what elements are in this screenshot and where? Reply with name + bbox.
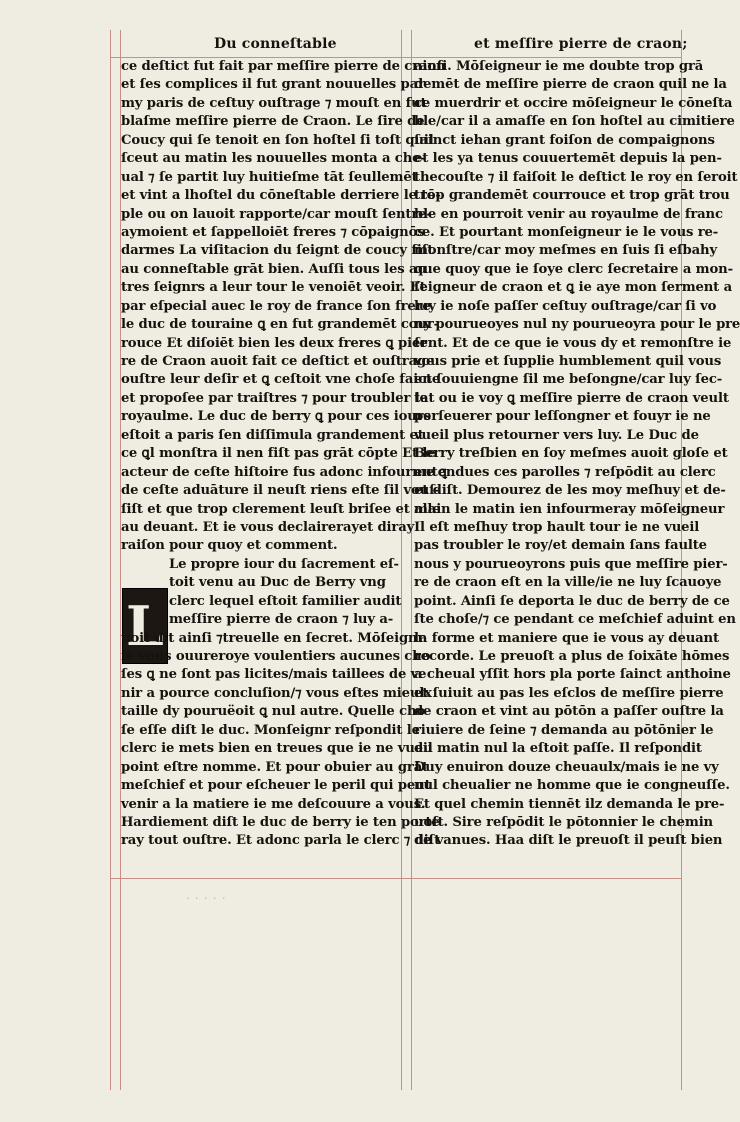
text-line: tres ſeignrs a leur tour le venoiēt veoir. Et <box>121 280 426 296</box>
text-line: ce muerdrir et occire mōſeigneur le cōneſta <box>414 95 733 111</box>
text-line: ſent. Et de ce que ie vous dy et remonſtre ie <box>414 335 732 351</box>
text-line: ſe eſſe diſt le duc. Monſeignr reſpondit le <box>121 722 420 738</box>
text-line: vueil plus retourner vers luy. Le Duc de <box>414 427 699 443</box>
text-line: ny pourueoyes nul ny pourueoyra pour le pre <box>414 317 740 333</box>
text-line: aymoient et ſappelloiēt freres ⁊ cōpaignōs <box>121 224 425 240</box>
text-line: acteur de ceſte hiſtoire fus adonc infourme ꝗ <box>121 464 447 480</box>
text-line: au deuant. Et ie vous declairerayet diray <box>121 519 415 535</box>
left-margin-rule <box>110 30 111 1090</box>
initial-letter: L <box>126 594 164 658</box>
left-column <box>121 58 447 851</box>
text-line: et vint a lhoſtel du cōneſtable derriere le tē‑ <box>121 188 441 204</box>
bleed-through-mark: · · · · · <box>186 892 227 905</box>
text-line: clerc ie mets bien en treues que ie ne vueil <box>121 741 433 757</box>
text-line: le duc de touraine ꝗ en fut grandemēt cour‑ <box>121 317 439 333</box>
text-line: ſceut au matin les nouuelles monta a che‑ <box>121 151 426 167</box>
text-line: de vanues. Haa diſt le preuoſt il peuſt bien <box>414 833 723 849</box>
text-line: ple ou on lauoit rapporte/car mouſt ſentre‑ <box>121 206 432 222</box>
text-line: et ſuiuit au pas les eſclos de meſſire pierre <box>414 685 724 701</box>
text-line: my paris de ceſtuy ouſtrage ⁊ mouſt en fut <box>121 95 427 111</box>
text-line: et propoſee par traiſtres ⁊ pour troubler le <box>121 390 428 406</box>
text-line: ainſi. Mōſeigneur ie me doubte trop grā <box>414 59 704 74</box>
text-line: Berry treſbien en ſoy meſmes auoit gloſe et <box>414 446 728 462</box>
text-line: de craon et vint au pōtōn a paſſer ouſtre la <box>414 704 724 720</box>
text-line: et les ya tenus couuertemēt depuis la pen‑ <box>414 151 722 167</box>
text-line: ray tout ouſtre. Et adonc parla le clerc ⁊ diſt <box>121 833 441 849</box>
text-line: taille dy pouruëoit ꝗ nul autre. Quelle cho <box>121 704 426 720</box>
text-line: monſtre/car moy meſmes en ſuis ſi eſbahy <box>414 243 717 259</box>
text-line: ble en pourroit venir au royaulme de franc <box>414 206 723 222</box>
text-line: ſeigneur de craon et ꝗ ie aye mon ſerment a <box>414 280 732 296</box>
text-line: trop grandemēt courrouce et trop grāt trou <box>414 188 730 204</box>
text-line: nir a pource concluſion/⁊ vous eſtes mieulx <box>121 685 432 701</box>
text-line: demēt de meſſire pierre de craon quil ne la <box>414 77 727 93</box>
text-line: a cheual yſſit hors pla porte ſainct anthoine <box>414 667 731 683</box>
text-line: la forme et maniere que ie vous ay deuant <box>414 630 719 646</box>
text-line: par eſpecial auec le roy de france ſon frere <box>121 298 431 314</box>
text-line: Duy enuiron douze cheuaulx/mais ie ne vy <box>414 759 719 775</box>
text-line: nous y pourueoyrons puis que meſſire pier‑ <box>414 556 728 572</box>
text-line: de ceſte aduāture il neuſt riens eſte ſil vouſ‑ <box>121 483 440 499</box>
text-line: et diſt. Demourez de les moy meſhuy et de‑ <box>414 483 726 499</box>
text-line: au conneſtable grāt bien. Auſſi tous les au <box>121 261 427 277</box>
text-line: Et quel chemin tiennēt ilz demanda le pre‑ <box>414 796 725 812</box>
text-line: ie vous ouureroye voulentiers aucunes cho <box>121 649 431 664</box>
text-line: venir a la matiere ie me deſcouure a vous. <box>121 796 426 812</box>
running-head-right: et meſſire pierre de craon; <box>474 36 688 52</box>
text-line: raiſon pour quoy et comment. <box>121 538 338 554</box>
text-line: main le matin ien infourmeray mōſeigneur <box>414 501 725 517</box>
text-line: ſte choſe/⁊ ce pendant ce meſchief aduint en <box>414 612 736 628</box>
text-line: ſiſt et que trop clerement leuſt briſee et alle <box>121 501 441 517</box>
text-line: royaulme. Le duc de berry ꝗ pour ces iours <box>121 409 431 425</box>
text-line: ce. Et pourtant monſeigneur ie le vous re‑ <box>414 224 719 240</box>
right-column <box>414 58 740 851</box>
text-line: Il eſt meſhuy trop hault tour ie ne vueil <box>414 519 700 535</box>
text-line: eſtoit a paris ſen diſſimula grandement et <box>121 427 424 443</box>
text-line: Le propre iour du ſacrement eſ‑ <box>169 556 399 572</box>
text-line: luy ie noſe paſſer ceſtuy ouſtrage/car ſi vo <box>414 298 717 314</box>
text-line: meſchief et pour eſcheuer le peril qui peut <box>121 778 431 794</box>
text-line: darmes La viſitacion du ſeignt de coucy fiſt <box>121 243 434 259</box>
text-line: blaſme meſſire pierre de Craon. Le ſire de <box>121 114 425 130</box>
text-line: uoit dit ainſi ⁊treuelle en ſecret. Mōſeignr <box>121 630 425 646</box>
text-line: meſſire pierre de craon ⁊ luy a‑ <box>169 612 394 628</box>
text-line: toit venu au Duc de Berry vng <box>169 575 386 591</box>
running-head-left: Du conneſtable <box>214 36 337 52</box>
text-line: recorde. Le preuoſt a plus de ſoixāte hōmes <box>414 649 730 664</box>
text-line: que quoy que ie ſoye clerc ſecretaire a mon‑ <box>414 261 733 277</box>
text-line: vous prie et ſupplie humblement quil vous <box>414 354 722 369</box>
text-line: pas troubler le roy/et demain ſans faulte <box>414 538 707 554</box>
text-line: riuiere de ſeine ⁊ demanda au pōtōnier le <box>414 722 714 738</box>
text-line: Hardiement diſt le duc de berry ie ten porte <box>121 814 440 830</box>
text-line: rouce Et diſoiēt bien les deux freres ꝗ pier <box>121 335 428 351</box>
text-line: ce ꝗl monſtra il nen fiſt pas grāt cōpte Et le <box>121 446 436 462</box>
text-line: ſes ꝗ ne ſont pas licites/mais taillees de ve <box>121 667 427 683</box>
text-line: ce deſtict fut fait par meſſire pierre de craon <box>121 59 446 74</box>
text-line: clerc lequel eſtoit familier audit <box>169 593 402 609</box>
text-line: tat ou ie voy ꝗ meſſire pierre de craon veult <box>414 390 729 406</box>
text-line: ſainct iehan grant foiſon de compaignons <box>414 132 715 148</box>
text-line: du matin nul la eſtoit paſſe. Il reſpondit <box>414 741 702 757</box>
text-line: entendues ces parolles ⁊ reſpōdit au clerc <box>414 464 716 480</box>
text-line: ouſtre leur deſir et ꝗ ceſtoit vne choſe faicte <box>121 372 441 388</box>
text-line: re de Craon auoit fait ce deſtict et ouſtrage <box>121 354 435 369</box>
text-line: et ſes complices il fut grant nouuelles par <box>121 77 425 93</box>
text-line: en ſouuiengne ſil me beſongne/car luy ſec‑ <box>414 372 723 388</box>
text-line: uoſt. Sire reſpōdit le pōtonnier le chemin <box>414 814 713 830</box>
text-line: re de craon eſt en la ville/ie ne luy ſcauoye <box>414 575 722 591</box>
text-line: nul cheualier ne homme que ie congneuſſe. <box>414 778 730 794</box>
bottom-rule <box>110 878 682 879</box>
text-line: point eſtre nomme. Et pour obuier au grāt <box>121 759 429 775</box>
text-line: thecouſte ⁊ il faiſoit le deſtict le roy en ſeroit <box>414 169 738 185</box>
text-line: point. Ainſi ſe deporta le duc de berry de ce <box>414 593 730 609</box>
text-line: perſeuerer pour leſſongner et fouyr ie ne <box>414 409 711 425</box>
text-line: ual ⁊ ſe partit luy huitieſme tāt ſeullemēt <box>121 169 418 185</box>
text-line: Coucy qui ſe tenoit en ſon hoſtel ſi toſt quil <box>121 132 434 148</box>
text-line: ble/car il a amaſſe en ſon hoſtel au cimitiere <box>414 114 735 130</box>
